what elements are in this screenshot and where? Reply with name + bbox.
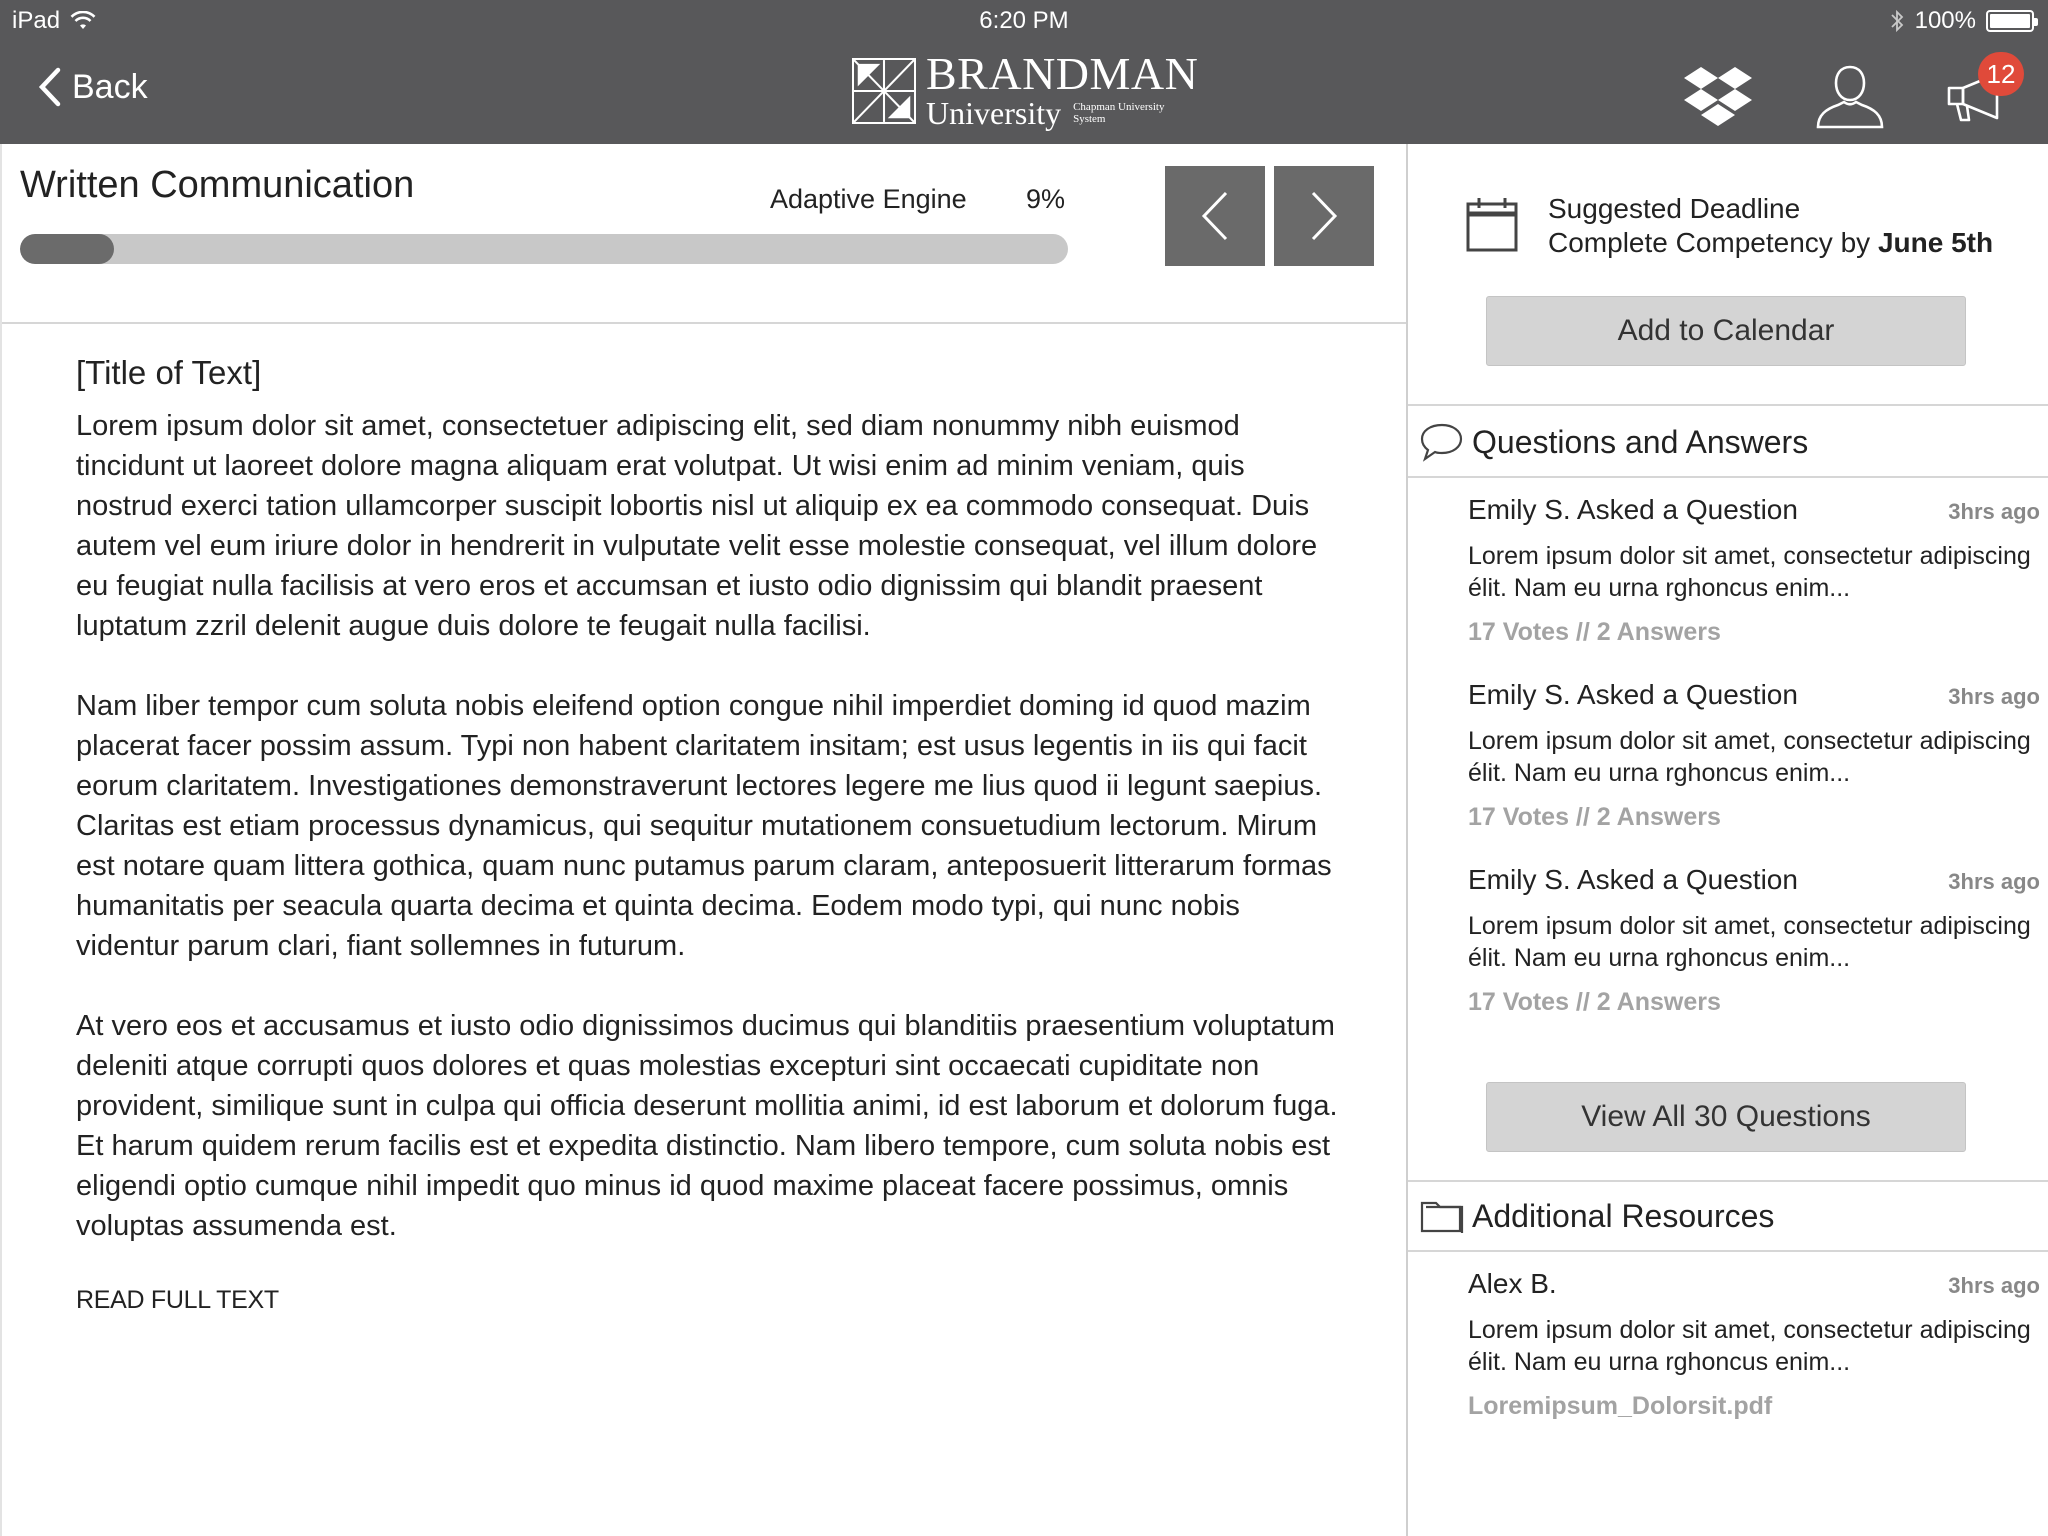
speech-bubble-icon <box>1420 422 1464 462</box>
resource-item[interactable] <box>1468 1268 2040 1421</box>
chevron-left-icon <box>38 66 62 108</box>
question-meta: 17 Votes // 2 Answers <box>1468 618 1721 646</box>
question-time: 3hrs ago <box>1948 869 2040 894</box>
chevron-left-icon <box>1200 191 1230 241</box>
deadline-text <box>1548 192 1993 260</box>
adaptive-engine-percent: 9% <box>1026 184 1066 214</box>
question-body: Lorem ipsum dolor sit amet, consectetur adipiscing élit. Nam eu urna rghoncus enim... <box>1468 727 2031 787</box>
top-bar <box>0 0 2048 144</box>
deadline-label: Suggested Deadline <box>1548 193 1801 224</box>
next-button[interactable] <box>1274 166 1374 266</box>
deadline-prefix: Complete Competency by <box>1548 227 1878 258</box>
clock: 6:20 PM <box>979 7 1069 34</box>
profile-button[interactable] <box>1810 56 1890 136</box>
question-item[interactable] <box>1468 679 2040 832</box>
resource-time: 3hrs ago <box>1948 1273 2040 1298</box>
dropbox-icon <box>1683 65 1753 127</box>
add-to-calendar-button[interactable]: Add to Calendar <box>1486 296 1966 366</box>
sidebar <box>1408 144 2048 1536</box>
question-meta: 17 Votes // 2 Answers <box>1468 803 1721 831</box>
competency-title: Written Communication <box>20 164 415 206</box>
question-time: 3hrs ago <box>1948 684 2040 709</box>
announcements-button[interactable] <box>1940 56 2020 136</box>
article-paragraph: At vero eos et accusamus et iusto odio dignissimos ducimus qui blanditiis praesentium voluptatum deleniti atque corrupti quos dolores et quas molestias excepturi sint occaecati cupiditate non provident, similique sunt in culpa qui officia deserunt mollitia animi, id est laborum et dolorum fuga. Et harum quidem rerum facilis est et expedita distinctio. Nam libero tempore, cum soluta nobis est eligendi optio cumque nihil impedit quo minus id quod maxime placeat facere possimus, omnis voluptas assumenda est. <box>76 1010 1338 1242</box>
question-author: Emily S. Asked a Question <box>1468 494 1798 525</box>
dropbox-button[interactable] <box>1678 56 1758 136</box>
status-right <box>1889 6 2034 36</box>
battery-percent: 100% <box>1914 7 1976 34</box>
view-all-questions-button[interactable]: View All 30 Questions <box>1486 1082 1966 1152</box>
question-item[interactable] <box>1468 864 2040 1017</box>
question-body: Lorem ipsum dolor sit amet, consectetur adipiscing élit. Nam eu urna rghoncus enim... <box>1468 912 2031 972</box>
question-body: Lorem ipsum dolor sit amet, consectetur adipiscing élit. Nam eu urna rghoncus enim... <box>1468 542 2031 602</box>
calendar-icon <box>1466 196 1518 252</box>
article <box>76 354 1346 1315</box>
user-icon <box>1815 63 1885 129</box>
resource-body: Lorem ipsum dolor sit amet, consectetur adipiscing élit. Nam eu urna rghoncus enim... <box>1468 1316 2031 1376</box>
progress-fill <box>20 234 114 264</box>
bluetooth-icon <box>1889 9 1905 33</box>
resource-file-link[interactable]: Loremipsum_Dolorsit.pdf <box>1468 1392 1773 1420</box>
device-label: iPad <box>12 7 61 34</box>
resource-author: Alex B. <box>1468 1268 1557 1299</box>
question-item[interactable] <box>1468 494 2040 647</box>
question-author: Emily S. Asked a Question <box>1468 679 1798 710</box>
qa-header <box>1408 408 2048 478</box>
question-time: 3hrs ago <box>1948 499 2040 524</box>
brand-name: BRANDMAN <box>926 48 1199 99</box>
battery-icon <box>1986 10 2034 32</box>
progress-bar <box>20 234 1068 264</box>
deadline-section <box>1408 144 2048 406</box>
folder-icon <box>1420 1197 1464 1235</box>
article-title: [Title of Text] <box>76 354 262 391</box>
back-label: Back <box>72 67 148 106</box>
brand-sub: University <box>926 95 1062 131</box>
chevron-right-icon <box>1309 191 1339 241</box>
article-paragraph: Nam liber tempor cum soluta nobis eleifend option congue nihil imperdiet doming id quod mazim placerat facer possim assum. Typi non habent claritatem insitam; est usus legentis in iis qui facit eorum claritatem. Investigationes demonstraverunt lectores legere me lius quod ii legunt saepius. Claritas est etiam processus dynamicus, qui sequitur mutationem consuetudium lectorum. Mirum est notare quam littera gothica, quam nunc putamus parum claram, anteposuerit litterarum formas humanitatis per seacula quarta decima et quinta decima. Eodem modo typi, qui nunc nobis videntur parum clari, fiant sollemnes in futurum. <box>76 690 1332 962</box>
qa-heading: Questions and Answers <box>1472 423 1809 460</box>
competency-header <box>2 144 1406 324</box>
previous-button[interactable] <box>1165 166 1265 266</box>
question-meta: 17 Votes // 2 Answers <box>1468 988 1721 1016</box>
article-paragraph: Lorem ipsum dolor sit amet, consectetuer adipiscing elit, sed diam nonummy nibh euismod tincidunt ut laoreet dolore magna aliquam erat volutpat. Ut wisi enim ad minim veniam, quis nostrud exerci tation ullamcorper suscipit lobortis nisl ut aliquip ex ea commodo consequat. Duis autem vel eum iriure dolor in hendrerit in vulputate velit esse molestie consequat, vel illum dolore eu feugiat nulla facilisis at vero eros et accumsan et iusto odio dignissim qui blandit praesent luptatum zzril delenit augue duis dolore te feugait nulla facilisi. <box>76 410 1318 642</box>
brand-small: Chapman University System <box>1073 101 1165 125</box>
resources-heading: Additional Resources <box>1472 1197 1775 1234</box>
resources-header <box>1408 1182 2048 1252</box>
brand-logo <box>852 48 1199 131</box>
content-pane <box>0 144 1408 1536</box>
notification-badge: 12 <box>1978 52 2024 96</box>
deadline-date: June 5th <box>1877 227 1994 258</box>
question-author: Emily S. Asked a Question <box>1468 864 1798 895</box>
read-full-text-link[interactable]: READ FULL TEXT <box>76 1286 279 1314</box>
back-button[interactable] <box>38 66 148 108</box>
brandman-logo-icon <box>852 58 916 124</box>
adaptive-engine-label: Adaptive Engine <box>770 184 967 214</box>
